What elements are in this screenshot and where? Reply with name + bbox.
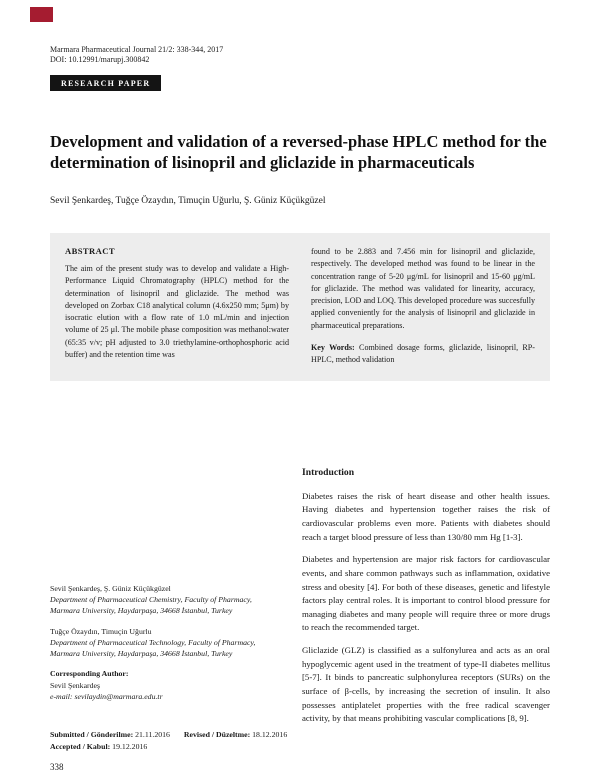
revised-date: 18.12.2016	[252, 730, 288, 740]
page-number: 338	[50, 761, 64, 772]
corresponding-author-block	[50, 668, 280, 702]
page-header	[50, 45, 550, 91]
affiliation-1-names: Sevil Şenkardeş, Ş. Güniz Küçükgüzel	[50, 583, 171, 593]
submission-dates-block	[50, 729, 288, 752]
submitted-revised-line	[50, 729, 288, 740]
affiliation-group-2	[50, 626, 280, 660]
article-title: Development and validation of a reversed-phase HPLC method for the determination of lisinopril and gliclazide in pharmaceuticals	[50, 131, 547, 172]
accepted-line	[50, 741, 280, 752]
affiliations-column	[50, 466, 288, 774]
corresponding-author-email: e-mail: sevilaydin@marmara.edu.tr	[50, 692, 163, 702]
revised-label: Revised / Düzeltme:	[183, 730, 251, 740]
abstract-text-left: The aim of the present study was to develop and validate a High-Performance Liquid Chromatography (HPLC) method for the determination of lisinopril and gliclazide. The method was developed on Zorbax C18 analytical column (4.6x250 mm; 5μm) by isocratic elution with a flow rate of 1.0 mL/min and injection volume of 25 μl. The mobile phase composition was methanol:water (65:35 v/v; pH adjusted to 3.0 triethylamine-orthophosphoric acid buffer) and the retention time was	[65, 264, 289, 360]
body-columns	[50, 466, 550, 774]
journal-citation: Marmara Pharmaceutical Journal 21/2: 338-344, 2017	[50, 45, 224, 54]
abstract-column-right	[311, 246, 535, 367]
accepted-date: 19.12.2016	[112, 741, 148, 751]
research-paper-badge: RESEARCH PAPER	[50, 75, 161, 91]
corresponding-author-name: Sevil Şenkardeş	[50, 680, 101, 690]
accepted-label: Accepted / Kabul:	[50, 741, 111, 751]
submitted-label: Submitted / Gönderilme:	[50, 730, 134, 740]
journal-accent-block	[30, 7, 53, 22]
introduction-paragraph-3: Gliclazide (GLZ) is classified as a sulfonylurea and acts as an oral hypoglycemic agent used in the treatment of type-II diabetes mellitus [5-7]. It binds to pancreatic sulphonylurea receptors (SURs) on the surface of β-cells, by increasing the secretion of insulin. It also possesses antiplatelet properties with the free radical scavenger activity, by that means prohibiting vascular complications [8, 9].	[302, 645, 550, 724]
introduction-paragraph-2: Diabetes and hypertension are major risk factors for cardiovascular events, and share common pathways such as inflammation, oxidative stress and obesity [4]. For both of these diseases, genetic and lifestyle factors play central roles. It is important to control blood pressure for managing diabetes and many people will require three or more drugs to reach the recommended target.	[302, 554, 550, 633]
abstract-box	[50, 233, 550, 381]
affiliation-2-names: Tuğçe Özaydın, Timuçin Uğurlu	[50, 626, 152, 636]
abstract-heading: ABSTRACT	[65, 246, 115, 256]
submitted-date: 21.11.2016	[135, 730, 170, 740]
affiliation-2-department: Department of Pharmaceutical Technology, Faculty of Pharmacy, Marmara University, Haydarpaşa, 34668 İstanbul, Turkey	[50, 637, 256, 659]
introduction-column	[302, 466, 550, 774]
keywords-line	[311, 342, 535, 367]
abstract-column-left	[65, 246, 289, 367]
keywords-label: Key Words:	[311, 343, 355, 353]
affiliation-group-1	[50, 583, 280, 617]
keywords-text: Combined dosage forms, gliclazide, lisinopril, RP-HPLC, method validation	[311, 343, 535, 365]
introduction-heading: Introduction	[302, 467, 355, 478]
authors-line: Sevil Şenkardeş, Tuğçe Özaydın, Timuçin Uğurlu, Ş. Güniz Küçükgüzel	[50, 196, 326, 206]
abstract-text-right: found to be 2.883 and 7.456 min for lisinopril and gliclazide, respectively. The developed method was found to be linear in the concentration range of 5-20 μg/mL for lisinopril and 15-60 μg/mL for gliclazide. The method was validated for linearity, accuracy, precision, LOD and LOQ. This developed procedure was succesfully applied conveniently for the analysis of lisinopril and gliclazide in pharmaceutical preparations.	[311, 247, 535, 330]
doi-line: DOI: 10.12991/marupj.300842	[50, 55, 150, 65]
introduction-paragraph-1: Diabetes raises the risk of heart disease and other health issues. Having diabetes and hypertension together raises the risk of cardiovascular problems even more. Patients with diabetes should reach a target blood pressure of less than 130/80 mm Hg [1-3].	[302, 490, 550, 542]
affiliation-1-department: Department of Pharmaceutical Chemistry, Faculty of Pharmacy, Marmara University, Haydarpaşa, 34668 İstanbul, Turkey	[50, 594, 252, 616]
corresponding-author-label: Corresponding Author:	[50, 669, 129, 679]
